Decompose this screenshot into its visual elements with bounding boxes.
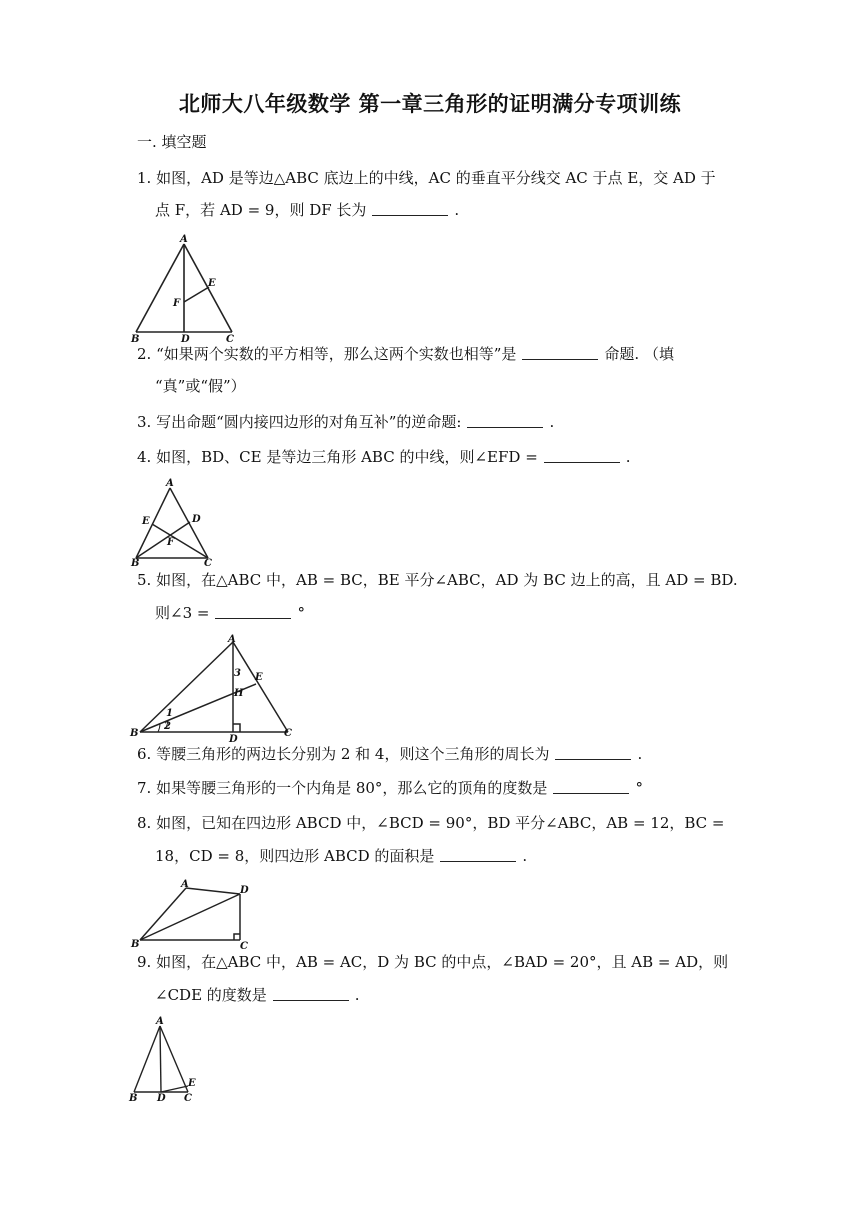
fig4-label-3: F bbox=[167, 537, 175, 548]
question-2-line-1 bbox=[137, 344, 674, 364]
question-2-line-2: “真”或“假”） bbox=[155, 377, 246, 395]
question-9-text: ∠CDE 的度数是 bbox=[155, 986, 267, 1004]
answer-blank-7[interactable] bbox=[553, 779, 629, 794]
fig8-label-2: B bbox=[131, 939, 140, 950]
fig1-label-5: C bbox=[226, 334, 234, 344]
question-5-line-1: 5. 如图，在△ABC 中，AB = BC，BE 平分∠ABC，AD 为 BC 边上的高，且 AD = BD. bbox=[137, 571, 738, 589]
fig9-label-3: D bbox=[157, 1093, 166, 1104]
fig9-label-1: E bbox=[188, 1078, 196, 1089]
answer-blank-6[interactable] bbox=[555, 745, 631, 760]
fig5-label-5: 2 bbox=[164, 721, 171, 732]
fig4-label-4: B bbox=[131, 558, 140, 568]
figure-question-8 bbox=[130, 876, 255, 951]
fig4-label-0: A bbox=[166, 478, 174, 489]
fig4-label-1: E bbox=[142, 516, 150, 527]
fig1-label-2: F bbox=[173, 298, 181, 309]
question-6-line bbox=[137, 744, 642, 764]
question-1-end: . bbox=[454, 201, 460, 219]
question-3-line bbox=[137, 412, 554, 432]
question-1-line-2 bbox=[155, 200, 459, 220]
answer-blank-2[interactable] bbox=[522, 345, 598, 360]
answer-blank-9[interactable] bbox=[273, 986, 349, 1001]
question-7-end: ° bbox=[635, 779, 643, 797]
question-5-end: ° bbox=[297, 604, 305, 622]
fig5-label-1: 3 bbox=[234, 668, 241, 679]
question-9-end: . bbox=[354, 986, 360, 1004]
question-3-end: . bbox=[549, 413, 555, 431]
figure-question-5 bbox=[128, 632, 303, 744]
question-8-text: 18，CD = 8，则四边形 ABCD 的面积是 bbox=[155, 847, 435, 865]
question-7-text: 7. 如果等腰三角形的一个内角是 80°，那么它的顶角的度数是 bbox=[137, 779, 548, 797]
fig5-label-6: B bbox=[130, 728, 139, 739]
question-5-line-2 bbox=[155, 603, 305, 623]
figure-question-9 bbox=[128, 1014, 208, 1106]
fig4-label-5: C bbox=[204, 558, 212, 568]
fig9-label-2: B bbox=[129, 1093, 138, 1104]
question-9-line-2 bbox=[155, 985, 360, 1005]
question-2-end: 命题. （填 bbox=[604, 345, 674, 363]
fig5-label-0: A bbox=[228, 634, 236, 645]
fig1-label-0: A bbox=[180, 234, 188, 245]
question-5-text: 则∠3 = bbox=[155, 604, 210, 622]
question-3-text: 3. 写出命题“圆内接四边形的对角互补”的逆命题: bbox=[137, 413, 462, 431]
fig1-label-1: E bbox=[208, 278, 216, 289]
question-6-end: . bbox=[637, 745, 643, 763]
fig5-label-2: E bbox=[255, 672, 263, 683]
fig9-label-0: A bbox=[156, 1016, 164, 1027]
fig8-label-3: C bbox=[240, 941, 248, 951]
question-4-line bbox=[137, 447, 631, 467]
answer-blank-4[interactable] bbox=[544, 448, 620, 463]
fig8-label-0: A bbox=[181, 879, 189, 890]
question-1-text: 点 F，若 AD = 9，则 DF 长为 bbox=[155, 201, 367, 219]
fig4-label-2: D bbox=[192, 514, 201, 525]
answer-blank-8[interactable] bbox=[440, 847, 516, 862]
question-4-text: 4. 如图，BD、CE 是等边三角形 ABC 的中线，则∠EFD = bbox=[137, 448, 538, 466]
fig1-label-3: B bbox=[131, 334, 140, 344]
figure-question-4 bbox=[130, 476, 225, 568]
fig5-label-7: D bbox=[229, 734, 238, 744]
question-8-end: . bbox=[522, 847, 528, 865]
question-2-text: 2. “如果两个实数的平方相等，那么这两个实数也相等”是 bbox=[137, 345, 517, 363]
question-7-line bbox=[137, 778, 643, 798]
fig8-label-1: D bbox=[240, 885, 249, 896]
fig1-label-4: D bbox=[181, 334, 190, 344]
question-4-end: . bbox=[625, 448, 631, 466]
answer-blank-3[interactable] bbox=[467, 413, 543, 428]
question-1-line-1: 1. 如图，AD 是等边△ABC 底边上的中线，AC 的垂直平分线交 AC 于点 E，交 AD 于 bbox=[137, 169, 716, 187]
page-title: 北师大八年级数学 第一章三角形的证明满分专项训练 bbox=[178, 92, 682, 116]
answer-blank-1[interactable] bbox=[372, 201, 448, 216]
section-heading: 一. 填空题 bbox=[137, 133, 207, 151]
fig5-label-4: 1 bbox=[166, 708, 173, 719]
fig9-label-4: C bbox=[184, 1093, 192, 1104]
question-6-text: 6. 等腰三角形的两边长分别为 2 和 4，则这个三角形的周长为 bbox=[137, 745, 550, 763]
question-8-line-2 bbox=[155, 846, 527, 866]
figure-question-1 bbox=[130, 232, 240, 344]
question-8-line-1: 8. 如图，已知在四边形 ABCD 中，∠BCD = 90°，BD 平分∠ABC，AB = 12，BC = bbox=[137, 814, 725, 832]
question-9-line-1: 9. 如图，在△ABC 中，AB = AC，D 为 BC 的中点，∠BAD = 20°，且 AB = AD，则 bbox=[137, 953, 729, 971]
answer-blank-5[interactable] bbox=[215, 604, 291, 619]
fig5-label-3: H bbox=[234, 688, 244, 699]
fig5-label-8: C bbox=[284, 728, 292, 739]
